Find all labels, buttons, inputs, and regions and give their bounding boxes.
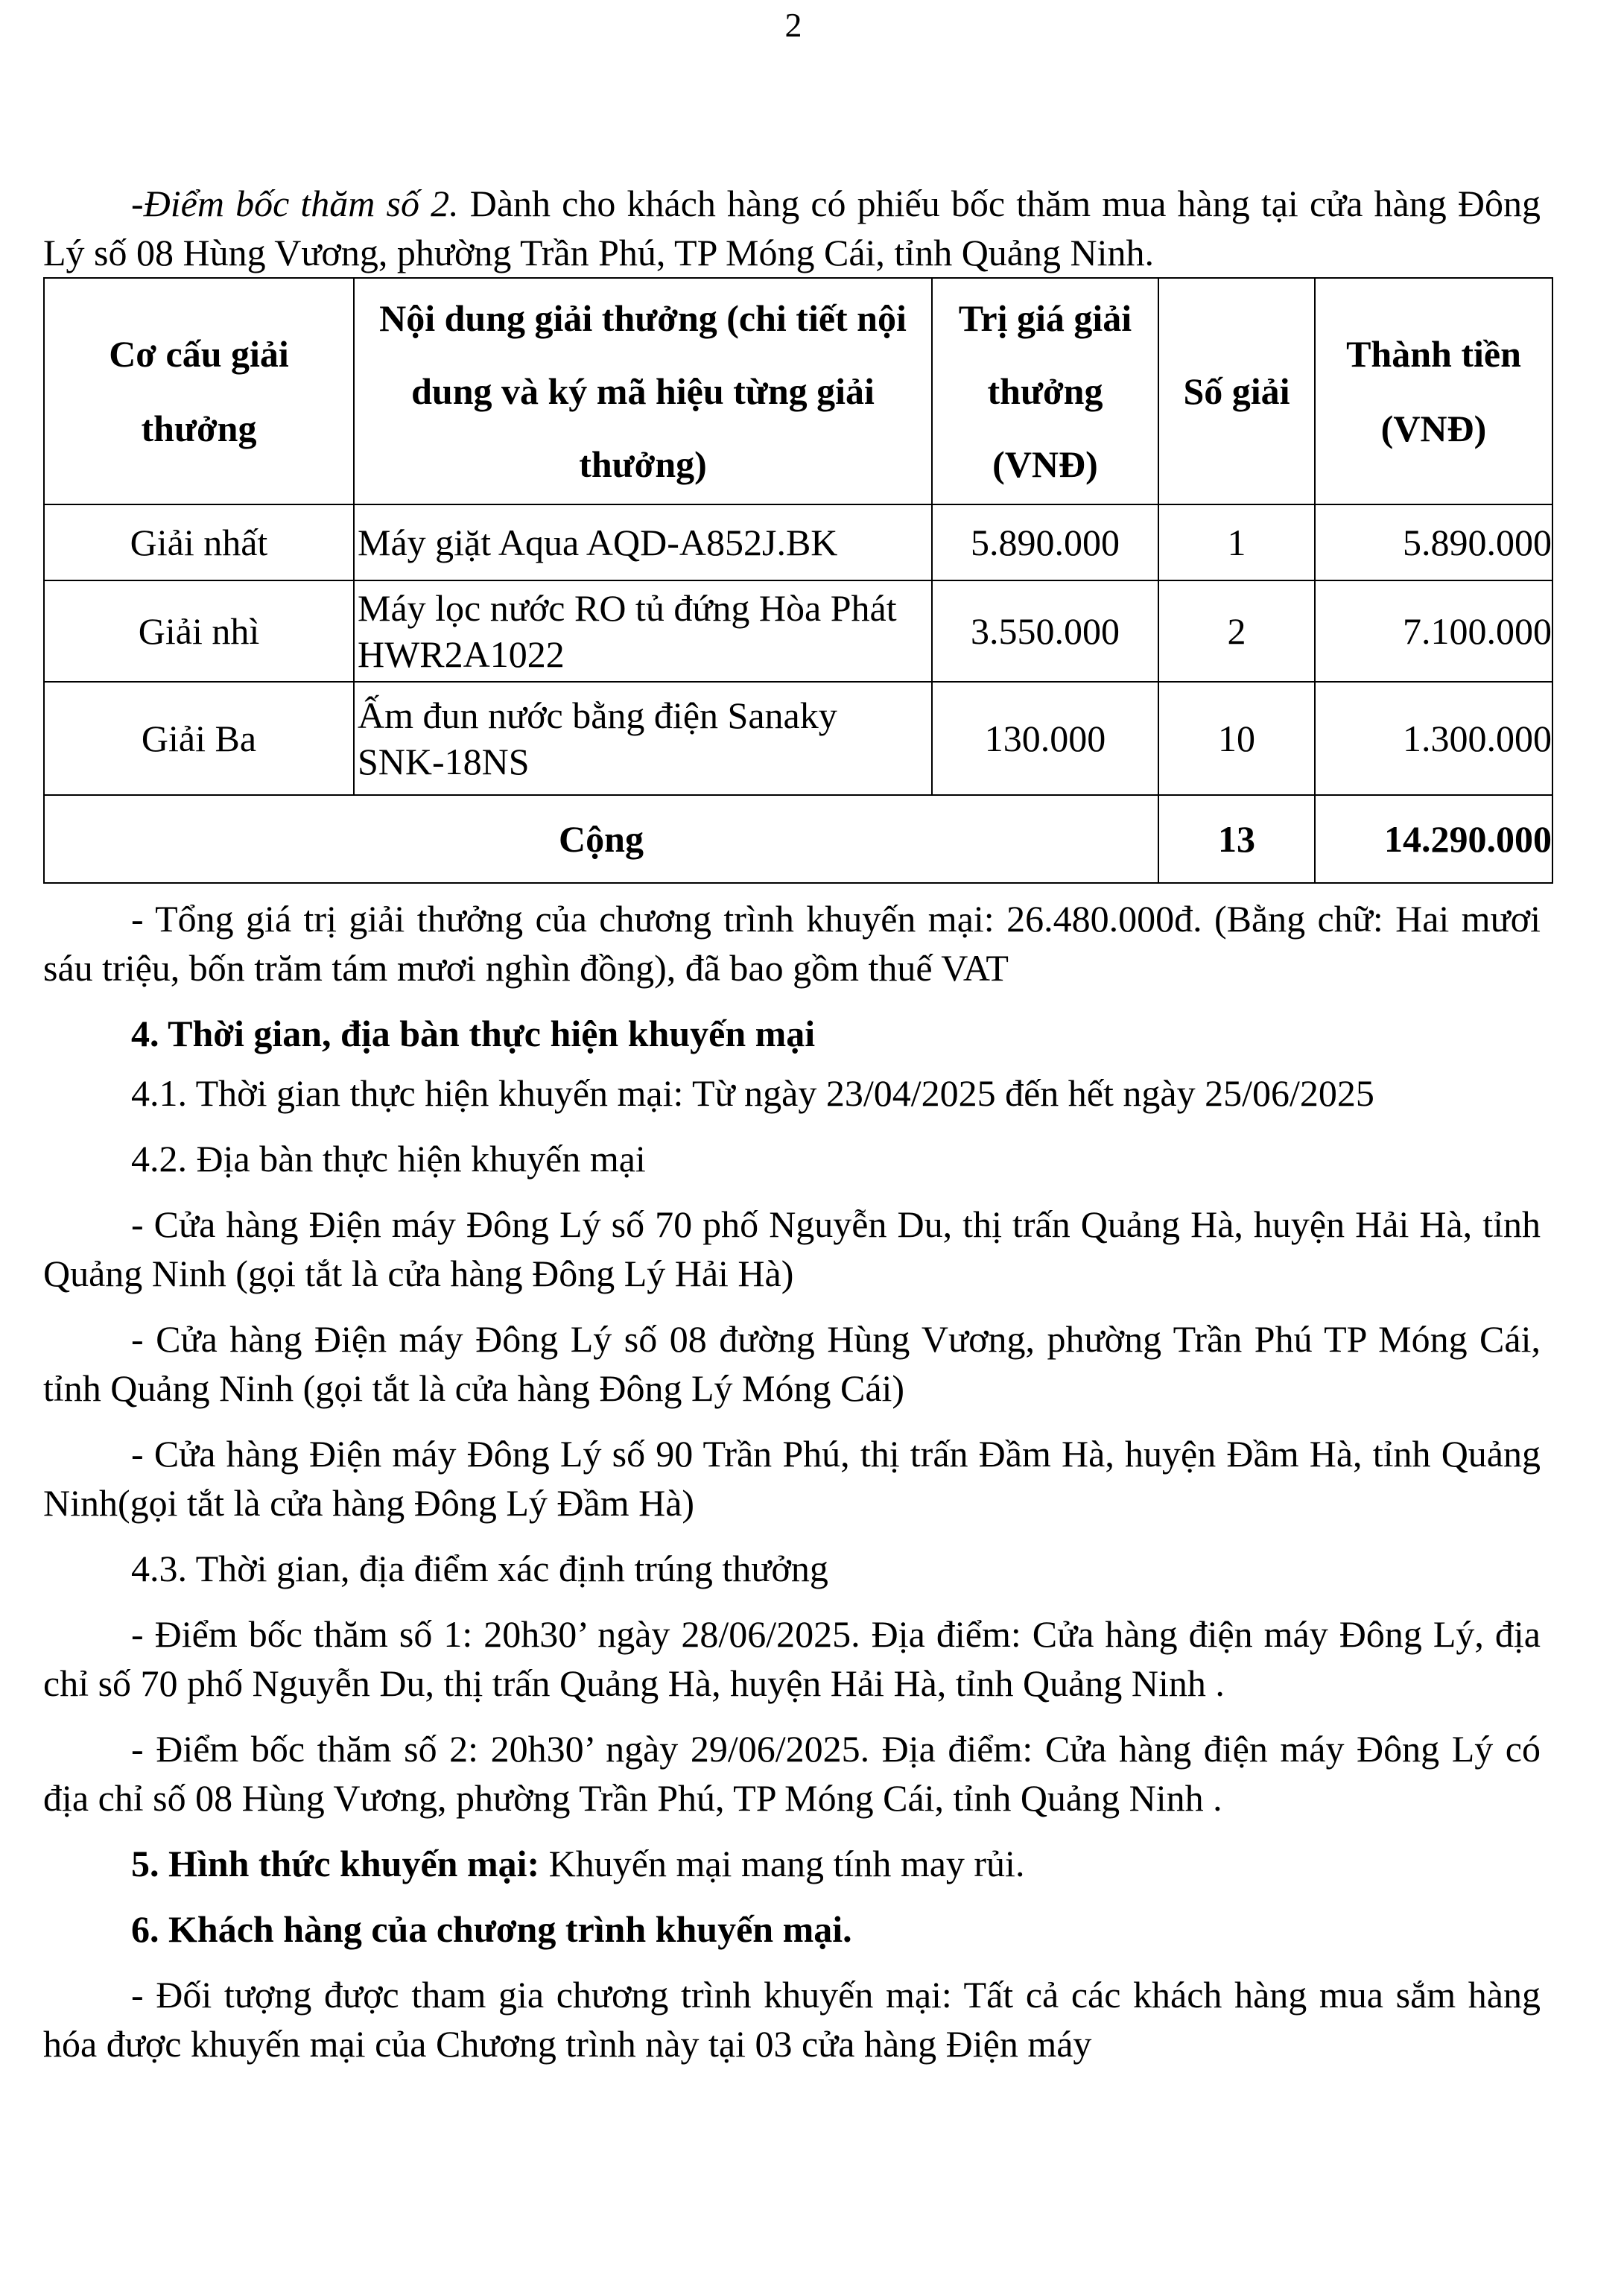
table-row xyxy=(44,580,1552,682)
section-4-3-heading: 4.3. Thời gian, địa điểm xác định trúng thưởng xyxy=(131,1548,828,1589)
prize-content: Máy lọc nước RO tủ đứng Hòa Phát HWR2A1022 xyxy=(354,580,932,682)
store-item: - Cửa hàng Điện máy Đông Lý số 90 Trần Phú, thị trấn Đầm Hà, huyện Đầm Hà, tỉnh Quảng Ninh(gọi tắt là cửa hàng Đông Lý Đầm Hà) xyxy=(43,1433,1541,1524)
table-row xyxy=(44,682,1552,795)
intro-italic-lead: -Điểm bốc thăm số 2. xyxy=(131,183,459,224)
section-5-paragraph xyxy=(43,1839,1541,1888)
section-6-heading xyxy=(43,1905,1541,1954)
section-6-text: - Đối tượng được tham gia chương trình khuyến mại: Tất cả các khách hàng mua sắm hàng hóa được khuyến mại của Chương trình này tại 03 cửa hàng Điện máy xyxy=(43,1974,1541,2065)
prize-value: 3.550.000 xyxy=(932,580,1158,682)
prize-content: Ấm đun nước bằng điện Sanaky SNK-18NS xyxy=(354,682,932,795)
section-6-heading-text: 6. Khách hàng của chương trình khuyến mại. xyxy=(131,1908,852,1950)
section-5-label: 5. Hình thức khuyến mại: xyxy=(131,1843,540,1884)
header-prize-count: Số giải xyxy=(1158,278,1315,504)
table-header-row xyxy=(44,278,1552,504)
header-prize-content: Nội dung giải thưởng (chi tiết nội dung và ký mã hiệu từng giải thưởng) xyxy=(354,278,932,504)
prize-total: 5.890.000 xyxy=(1315,504,1552,580)
header-prize-total: Thành tiền (VNĐ) xyxy=(1315,278,1552,504)
page-number: 2 xyxy=(784,6,802,44)
prize-value: 130.000 xyxy=(932,682,1158,795)
section-4-2-heading: 4.2. Địa bàn thực hiện khuyến mại xyxy=(131,1138,646,1180)
draw-item: - Điểm bốc thăm số 2: 20h30’ ngày 29/06/2025. Địa điểm: Cửa hàng điện máy Đông Lý có địa chỉ số 08 Hùng Vương, phường Trần Phú, TP Móng Cái, tỉnh Quảng Ninh . xyxy=(43,1728,1541,1819)
prize-total: 7.100.000 xyxy=(1315,580,1552,682)
table-sum-row xyxy=(44,795,1552,883)
section-5-text: Khuyến mại mang tính may rủi. xyxy=(539,1843,1025,1884)
prize-name: Giải Ba xyxy=(44,682,354,795)
sum-label: Cộng xyxy=(44,795,1158,883)
intro-text: Dành cho khách hàng có phiếu bốc thăm mua hàng tại cửa hàng Đông Lý số 08 Hùng Vương, phường Trần Phú, TP Móng Cái, tỉnh Quảng Ninh. xyxy=(43,183,1541,273)
header-prize-structure: Cơ cấu giải thưởng xyxy=(44,278,354,504)
prize-count: 1 xyxy=(1158,504,1315,580)
prize-value: 5.890.000 xyxy=(932,504,1158,580)
section-4-heading-text: 4. Thời gian, địa bàn thực hiện khuyến mại xyxy=(131,1013,816,1054)
prize-count: 2 xyxy=(1158,580,1315,682)
intro-paragraph xyxy=(43,179,1541,277)
prize-name: Giải nhì xyxy=(44,580,354,682)
table-row xyxy=(44,504,1552,580)
sum-total: 14.290.000 xyxy=(1315,795,1552,883)
prize-content: Máy giặt Aqua AQD-A852J.BK xyxy=(354,504,932,580)
section-4-heading xyxy=(43,1009,1541,1058)
prize-table xyxy=(43,277,1553,884)
prize-count: 10 xyxy=(1158,682,1315,795)
store-item: - Cửa hàng Điện máy Đông Lý số 70 phố Nguyễn Du, thị trấn Quảng Hà, huyện Hải Hà, tỉnh Quảng Ninh (gọi tắt là cửa hàng Đông Lý Hải Hà) xyxy=(43,1203,1541,1294)
draw-item: - Điểm bốc thăm số 1: 20h30’ ngày 28/06/2025. Địa điểm: Cửa hàng điện máy Đông Lý, địa chỉ số 70 phố Nguyễn Du, thị trấn Quảng Hà, huyện Hải Hà, tỉnh Quảng Ninh . xyxy=(43,1613,1541,1704)
total-value-paragraph: - Tổng giá trị giải thưởng của chương trình khuyến mại: 26.480.000đ. (Bằng chữ: Hai mươi sáu triệu, bốn trăm tám mươi nghìn đồng), đã bao gồm thuế VAT xyxy=(43,898,1541,989)
header-prize-value: Trị giá giải thưởng (VNĐ) xyxy=(932,278,1158,504)
prize-name: Giải nhất xyxy=(44,504,354,580)
prize-total: 1.300.000 xyxy=(1315,682,1552,795)
sum-count: 13 xyxy=(1158,795,1315,883)
section-4-1-time: 4.1. Thời gian thực hiện khuyến mại: Từ ngày 23/04/2025 đến hết ngày 25/06/2025 xyxy=(131,1072,1374,1114)
page-content xyxy=(43,179,1552,2068)
store-item: - Cửa hàng Điện máy Đông Lý số 08 đường Hùng Vương, phường Trần Phú TP Móng Cái, tỉnh Quảng Ninh (gọi tắt là cửa hàng Đông Lý Móng Cái) xyxy=(43,1318,1541,1409)
